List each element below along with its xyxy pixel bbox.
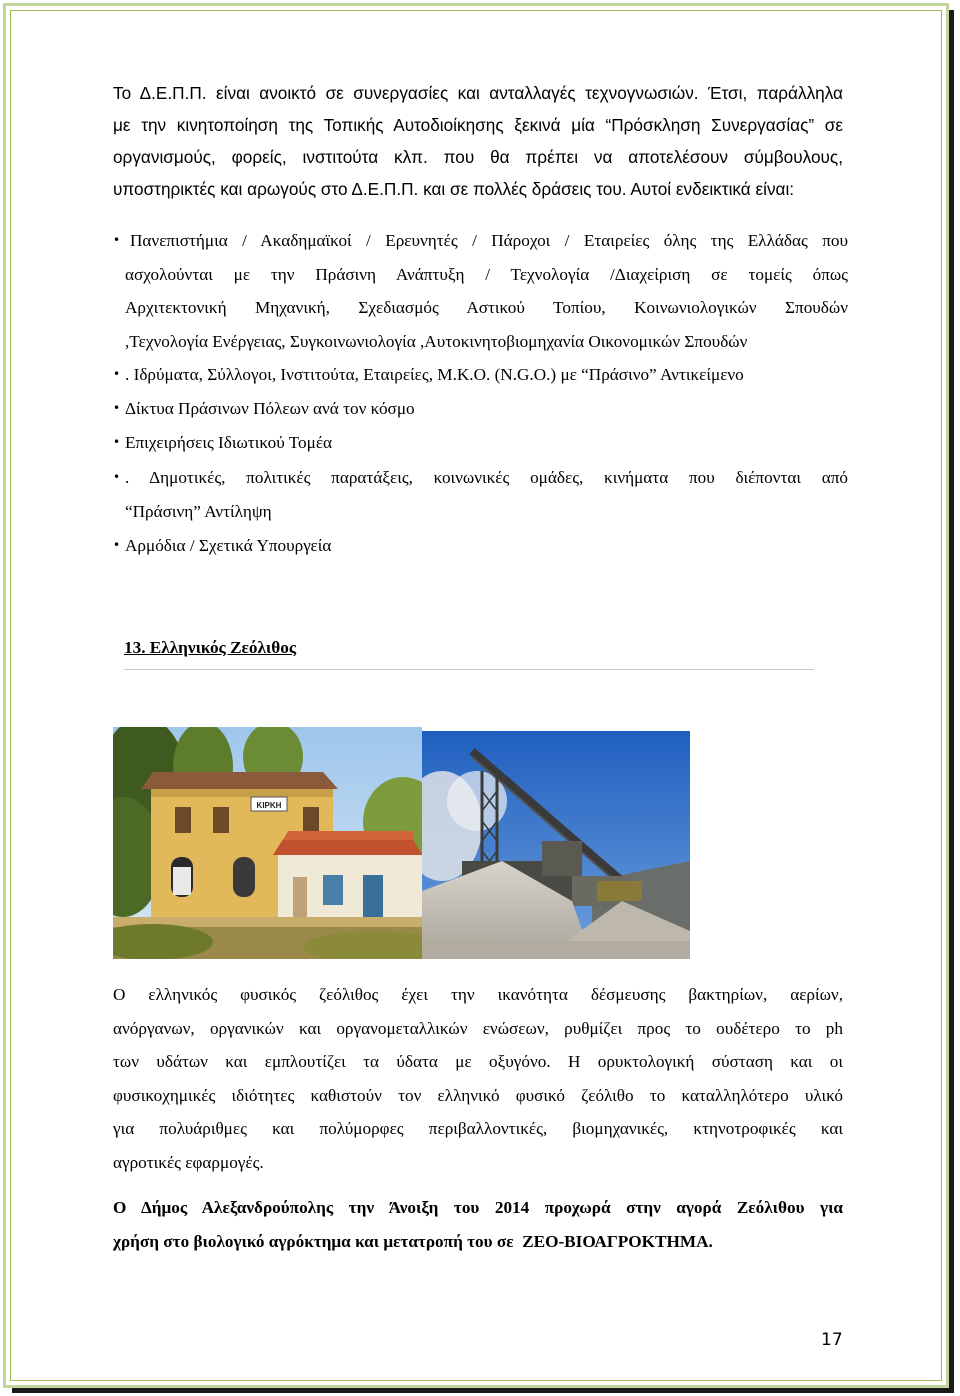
- railway-station-photo: [113, 727, 422, 959]
- railway-station-illustration: [113, 727, 422, 959]
- closing-line: Ο Δήμος Αλεξανδρούπολης την Άνοιξη του 2014 προχωρά στην αγορά Ζεόλιθου για: [113, 1198, 843, 1217]
- page-shadow-right: [949, 10, 954, 1390]
- station-sign-text: ΚΙΡΚΗ: [256, 801, 282, 810]
- intro-line: με την κινητοποίηση της Τοπικής Αυτοδιοίκησης ξεκινά μία “Πρόσκληση Συνεργασίας” σε: [113, 115, 843, 135]
- bullet-icon: •: [113, 538, 121, 552]
- list-item: [113, 529, 848, 563]
- bullet-icon: •: [113, 401, 121, 415]
- bullet-icon: •: [113, 435, 121, 449]
- body-line: Ο ελληνικός φυσικός ζεόλιθος έχει την ικανότητα δέσμευσης βακτηρίων, αερίων,: [113, 985, 843, 1004]
- heading-rule: [124, 669, 814, 670]
- page-shadow-bottom: [12, 1388, 954, 1393]
- page-number: 17: [821, 1330, 843, 1350]
- list-item-text: Δίκτυα Πράσινων Πόλεων ανά τον κόσμο: [125, 399, 415, 418]
- intro-line: οργανισμούς, φορείς, ινστιτούτα κλπ. που θα πρέπει να αποτελέσουν σύμβουλους,: [113, 147, 843, 167]
- list-item: [113, 426, 848, 461]
- intro-line: υποστηρικτές και αρωγούς στο Δ.Ε.Π.Π. και σε πολλές δράσεις του. Αυτοί ενδεικτικά είναι:: [113, 179, 795, 199]
- section-heading: 13. Ελληνικός Ζεόλιθος: [124, 638, 297, 657]
- list-item-text: Αρχιτεκτονική Μηχανική, Σχεδιασμός Αστικού Τοπίου, Κοινωνιολογικών Σπουδών: [125, 298, 848, 317]
- list-item-text: “Πράσινη” Αντίληψη: [125, 501, 272, 521]
- list-item-text: Επιχειρήσεις Ιδιωτικού Τομέα: [125, 433, 333, 452]
- list-item: [113, 392, 848, 426]
- body-line: των υδάτων και εμπλουτίζει τα ύδατα με οξυγόνο. Η ορυκτολογική σύσταση και οι: [113, 1052, 843, 1071]
- closing-line: χρήση στο βιολογικό αγρόκτημα και μετατροπή του σε ΖΕΟ-ΒΙΟΑΓΡΟΚΤΗΜΑ.: [113, 1231, 713, 1251]
- list-item: [113, 461, 848, 529]
- bullet-icon: •: [113, 367, 121, 381]
- quarry-illustration: [422, 731, 690, 959]
- list-item: [113, 224, 848, 358]
- list-item-text: ασχολούνται με την Πράσινη Ανάπτυξη / Τεχνολογία /Διαχείριση σε τομείς όπως: [125, 264, 848, 284]
- body-line: φυσικοχημικές ιδιότητες καθιστούν τον ελληνικό φυσικό ζεόλιθο το καταλληλότερο υλικό: [113, 1085, 843, 1105]
- bullet-icon: •: [113, 233, 121, 247]
- body-line: αγροτικές εφαρμογές.: [113, 1152, 264, 1172]
- list-item-text: ,Τεχνολογία Ενέργειας, Συγκοινωνιολογία ,Αυτοκινητοβιομηχανία Οικονομικών Σπουδών: [125, 331, 748, 351]
- intro-paragraph: [113, 77, 843, 205]
- zeolite-paragraph: [113, 978, 843, 1179]
- quarry-photo: [422, 731, 690, 959]
- list-item-text: Αρμόδια / Σχετικά Υπουργεία: [125, 536, 332, 555]
- list-item: [113, 358, 848, 392]
- bullet-icon: •: [113, 470, 121, 484]
- list-item-text: . Ιδρύματα, Σύλλογοι, Ινστιτούτα, Εταιρείες, Μ.Κ.Ο. (N.G.O.) με “Πράσινο” Αντικείμενο: [125, 365, 744, 384]
- partners-list: [113, 224, 848, 563]
- intro-line: Το Δ.Ε.Π.Π. είναι ανοικτό σε συνεργασίες και ανταλλαγές τεχνογνωσιών. Έτσι, παράλληλα: [113, 83, 843, 103]
- closing-paragraph: [113, 1191, 843, 1258]
- list-item-text: Πανεπιστήμια / Ακαδημαϊκοί / Ερευνητές / Πάροχοι / Εταιρείες όλης της Ελλάδας που: [130, 231, 848, 250]
- body-line: για πολυάριθμες και πολύμορφες περιβαλλοντικές, βιομηχανικές, κτηνοτροφικές και: [113, 1119, 843, 1138]
- body-line: ανόργανων, οργανικών και οργανομεταλλικών ενώσεων, ρυθμίζει προς το ουδέτερο το ph: [113, 1018, 843, 1038]
- list-item-text: . Δημοτικές, πολιτικές παρατάξεις, κοινωνικές ομάδες, κινήματα που διέπονται από: [125, 468, 848, 487]
